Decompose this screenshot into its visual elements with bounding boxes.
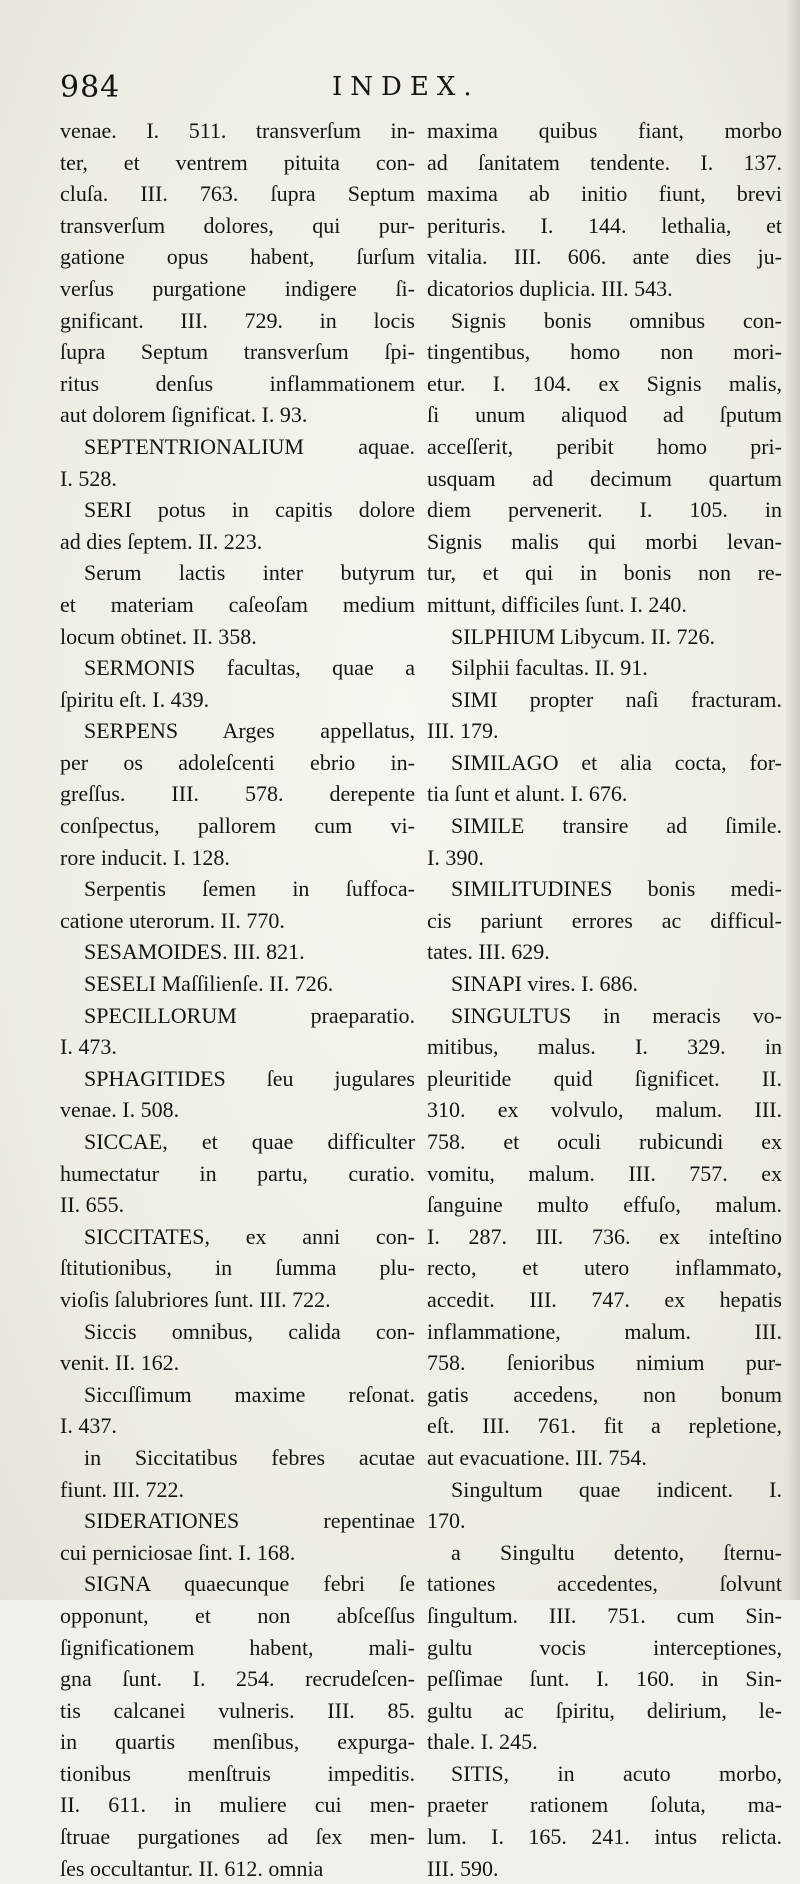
index-line: et materiam caſeoſam medium <box>60 591 415 617</box>
index-line: I. 528. <box>60 465 117 491</box>
index-line: accedit. III. 747. ex hepatis <box>427 1286 782 1312</box>
index-line: Signis bonis omnibus con- <box>451 307 782 333</box>
index-line: aut evacuatione. III. 754. <box>427 1444 647 1470</box>
index-line: inflammatione, malum. III. <box>427 1318 782 1344</box>
index-line: Silphii facultas. II. 91. <box>451 655 648 681</box>
index-line: opponunt, et non abſceſſus <box>60 1602 415 1628</box>
index-line: venae. I. 511. transverſum in- <box>60 118 415 143</box>
index-line: locum obtinet. II. 358. <box>60 623 257 649</box>
index-line: III. 590. <box>427 1855 499 1881</box>
index-line: Singultum quae indicent. I. <box>451 1476 782 1502</box>
index-line: vitalia. III. 606. ante dies ju- <box>427 244 782 270</box>
index-line: cis pariunt errores ac difficul- <box>427 907 782 933</box>
index-line: SICCITATES, ex anni con- <box>84 1223 415 1249</box>
index-line: III. 179. <box>427 718 499 744</box>
index-line: SINGULTUS in meracis vo- <box>451 1002 782 1028</box>
index-line: catione uterorum. II. 770. <box>60 907 285 933</box>
index-line: SESELI Maſſilienſe. II. 726. <box>84 971 334 997</box>
index-line: aut dolorem ſignificat. I. 93. <box>60 402 308 428</box>
index-line: I. 287. III. 736. ex inteſtino <box>427 1223 782 1249</box>
index-line: tates. III. 629. <box>427 939 550 965</box>
index-line: SICCAE, et quae difficulter <box>84 1129 415 1154</box>
running-head <box>60 60 720 110</box>
index-line: venit. II. 162. <box>60 1350 180 1376</box>
index-line: SIDERATIONES repentinae <box>84 1508 415 1534</box>
index-line: in Siccitatibus febres acutae <box>84 1444 415 1470</box>
index-line: SEPTENTRIONALIUM aquae. <box>84 433 415 459</box>
index-line: conſpectus, pallorem cum vi- <box>60 813 415 839</box>
index-line: SESAMOIDES. III. 821. <box>84 939 305 965</box>
index-line: SITIS, in acuto morbo, <box>451 1760 782 1786</box>
page-number: 984 <box>60 70 121 105</box>
index-line: ſtitutionibus, in ſumma plu- <box>60 1255 415 1281</box>
index-line: gnificant. III. 729. in locis <box>60 307 415 333</box>
index-line: ad ſanitatem tendente. I. 137. <box>427 149 782 175</box>
index-line: transverſum dolores, qui pur- <box>60 212 415 238</box>
index-line: mitibus, malus. I. 329. in <box>427 1034 782 1060</box>
index-line: II. 611. in muliere cui men- <box>60 1792 415 1818</box>
index-line: gatis accedens, non bonum <box>427 1381 782 1407</box>
index-line: ſi unum aliquod ad ſputum <box>427 402 782 428</box>
index-line: thale. I. 245. <box>427 1729 538 1755</box>
index-line: II. 655. <box>60 1192 125 1218</box>
index-line: etur. I. 104. ex Signis malis, <box>427 370 782 396</box>
index-line: gna ſunt. I. 254. recrudeſcen- <box>60 1666 415 1692</box>
index-line: lum. I. 165. 241. intus relicta. <box>427 1824 782 1850</box>
index-line: vomitu, malum. III. 757. ex <box>427 1160 782 1186</box>
index-line: a Singultu detento, ſternu- <box>451 1539 782 1565</box>
index-line: maxima quibus fiant, morbo <box>427 118 782 143</box>
index-line: gultu vocis interceptiones, <box>427 1634 782 1660</box>
index-line: tingentibus, homo non mori- <box>427 339 782 365</box>
index-line: vioſis ſalubriores ſunt. III. 722. <box>60 1286 331 1312</box>
index-line: ſupra Septum transverſum ſpi- <box>60 339 415 365</box>
index-line: SINAPI vires. I. 686. <box>451 971 638 997</box>
index-line: ſignificationem habent, mali- <box>60 1634 415 1660</box>
index-line: SPHAGITIDES ſeu jugulares <box>84 1065 415 1091</box>
index-line: tationes accedentes, ſolvunt <box>427 1571 782 1597</box>
header-title: INDEX. <box>332 72 480 102</box>
index-line: fiunt. III. 722. <box>60 1476 185 1502</box>
index-line: perituris. I. 144. lethalia, et <box>427 212 782 238</box>
index-line: ter, et ventrem pituita con- <box>60 149 415 175</box>
index-line: 170. <box>427 1508 466 1534</box>
index-line: SIMI propter naſi fracturam. <box>451 686 782 712</box>
index-column-left <box>60 115 415 1884</box>
index-line: eſt. III. 761. fit a repletione, <box>427 1413 782 1439</box>
index-line: tia ſunt et alunt. I. 676. <box>427 781 628 807</box>
index-line: peſſimae ſunt. I. 160. in Sin- <box>427 1666 782 1692</box>
index-line: gultu ac ſpiritu, delirium, le- <box>427 1697 782 1723</box>
index-line: acceſſerit, peribit homo pri- <box>427 433 782 459</box>
index-line: pleuritide quid ſignificet. II. <box>427 1065 782 1091</box>
index-line: SIMILAGO et alia cocta, for- <box>451 749 782 775</box>
index-line: tur, et qui in bonis non re- <box>427 560 782 586</box>
index-line: SERPENS Arges appellatus, <box>84 718 415 744</box>
index-line: SPECILLORUM praeparatio. <box>84 1002 415 1028</box>
index-line: ad dies ſeptem. II. 223. <box>60 528 263 554</box>
index-line: 310. ex volvulo, malum. III. <box>427 1097 782 1123</box>
index-line: humectatur in partu, curatio. <box>60 1160 415 1186</box>
index-line: rore inducit. I. 128. <box>60 844 230 870</box>
index-line: ſingultum. III. 751. cum Sin- <box>427 1602 782 1628</box>
index-line: SERI potus in capitis dolore <box>84 497 415 523</box>
index-line: mittunt, difficiles ſunt. I. 240. <box>427 591 687 617</box>
index-line: tionibus menſtruis impeditis. <box>60 1760 415 1786</box>
index-line: cluſa. III. 763. ſupra Septum <box>60 181 415 207</box>
index-line: SIGNA quaecunque febri ſe <box>84 1571 415 1597</box>
index-line: SERMONIS facultas, quae a <box>84 655 415 681</box>
index-line: diem pervenerit. I. 105. in <box>427 497 782 523</box>
index-line: recto, et utero inflammato, <box>427 1255 782 1281</box>
index-line: ſpiritu eſt. I. 439. <box>60 686 210 712</box>
index-line: maxima ab initio fiunt, brevi <box>427 181 782 207</box>
index-line: ſanguine multo effuſo, malum. <box>427 1192 782 1218</box>
index-line: I. 437. <box>60 1413 117 1439</box>
index-line: cui perniciosae ſint. I. 168. <box>60 1539 296 1565</box>
index-line: Signis malis qui morbi levan- <box>427 528 782 554</box>
index-line: gatione opus habent, ſurſum <box>60 244 415 270</box>
index-line: ſtruae purgationes ad ſex men- <box>60 1824 415 1850</box>
index-line: I. 390. <box>427 844 484 870</box>
index-line: tis calcanei vulneris. III. 85. <box>60 1697 415 1723</box>
index-line: verſus purgatione indigere ſi- <box>60 275 415 301</box>
index-line: praeter rationem ſoluta, ma- <box>427 1792 782 1818</box>
index-line: greſſus. III. 578. derepente <box>60 781 415 807</box>
index-line: ſes occultantur. II. 612. omnia <box>60 1855 324 1881</box>
index-line: Serum lactis inter butyrum <box>84 560 415 586</box>
index-line: Serpentis ſemen in ſuffoca- <box>84 876 415 902</box>
index-line: in quartis menſibus, expurga- <box>60 1729 415 1755</box>
index-line: usquam ad decimum quartum <box>427 465 782 491</box>
index-line: venae. I. 508. <box>60 1097 180 1123</box>
index-line: dicatorios duplicia. III. 543. <box>427 275 673 301</box>
index-line: I. 473. <box>60 1034 117 1060</box>
index-column-right <box>427 115 782 1884</box>
index-line: Siccis omnibus, calida con- <box>84 1318 415 1344</box>
index-line: SILPHIUM Libycum. II. 726. <box>451 623 715 649</box>
page-edge <box>786 0 800 1600</box>
index-line: 758. ſenioribus nimium pur- <box>427 1350 782 1376</box>
index-line: Siccıſſimum maxime reſonat. <box>84 1381 415 1407</box>
index-line: per os adoleſcenti ebrio in- <box>60 749 415 775</box>
index-line: ritus denſus inflammationem <box>60 370 415 396</box>
index-line: SIMILE transire ad ſimile. <box>451 813 782 839</box>
index-line: 758. et oculi rubicundi ex <box>427 1129 782 1154</box>
index-line: SIMILITUDINES bonis medi- <box>451 876 782 902</box>
